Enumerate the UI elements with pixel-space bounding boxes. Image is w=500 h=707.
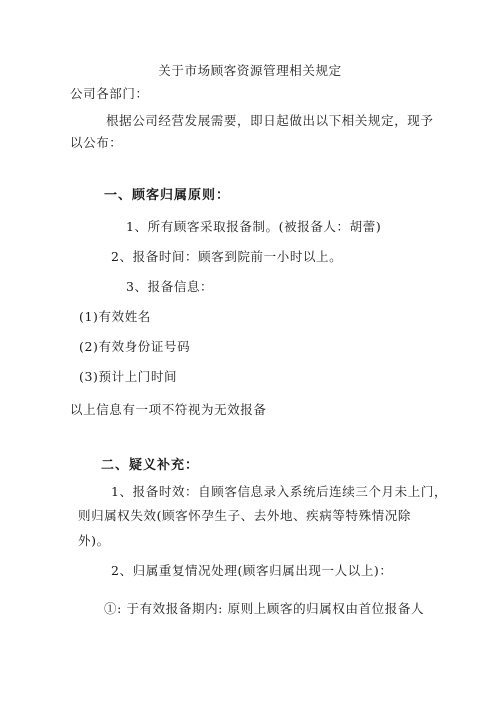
- section-2-item-2-sub-1: ①: 于有效报备期内: 原则上顾客的归属权由首位报备人: [104, 601, 425, 616]
- section-1-sub-2: (2)有效身份证号码: [79, 339, 191, 354]
- section-1-note: 以上信息有一项不符视为无效报备: [70, 402, 267, 417]
- section-1-item-3: 3、报备信息：: [126, 279, 214, 294]
- section-2-item-1-line-3: 外)。: [78, 533, 110, 548]
- section-2-heading: 二、疑义补充：: [101, 458, 200, 473]
- salutation: 公司各部门：: [70, 86, 149, 101]
- intro-line-2: 以公布：: [70, 135, 123, 150]
- section-1-heading: 一、顾客归属原则：: [104, 188, 231, 203]
- document-title: 关于市场顾客资源管理相关规定: [158, 63, 342, 78]
- section-2-item-1-line-1: 1、报备时效：自顾客信息录入系统后连续三个月未上门，: [111, 484, 448, 499]
- section-1-sub-3: (3)预计上门时间: [79, 369, 178, 384]
- section-2-item-2: 2、归属重复情况处理(顾客归属出现一人以上)：: [111, 563, 393, 578]
- section-2-item-1-line-2: 则归属权失效(顾客怀孕生子、去外地、疾病等特殊情况除: [78, 508, 411, 523]
- section-1-sub-1: (1)有效姓名: [79, 309, 151, 324]
- section-1-item-2: 2、报备时间：顾客到院前一小时以上。: [111, 249, 343, 264]
- intro-line-1: 根据公司经营发展需要，即日起做出以下相关规定，现予: [106, 113, 434, 128]
- section-1-item-1: 1、所有顾客采取报备制。(被报备人：胡蕾): [126, 219, 382, 234]
